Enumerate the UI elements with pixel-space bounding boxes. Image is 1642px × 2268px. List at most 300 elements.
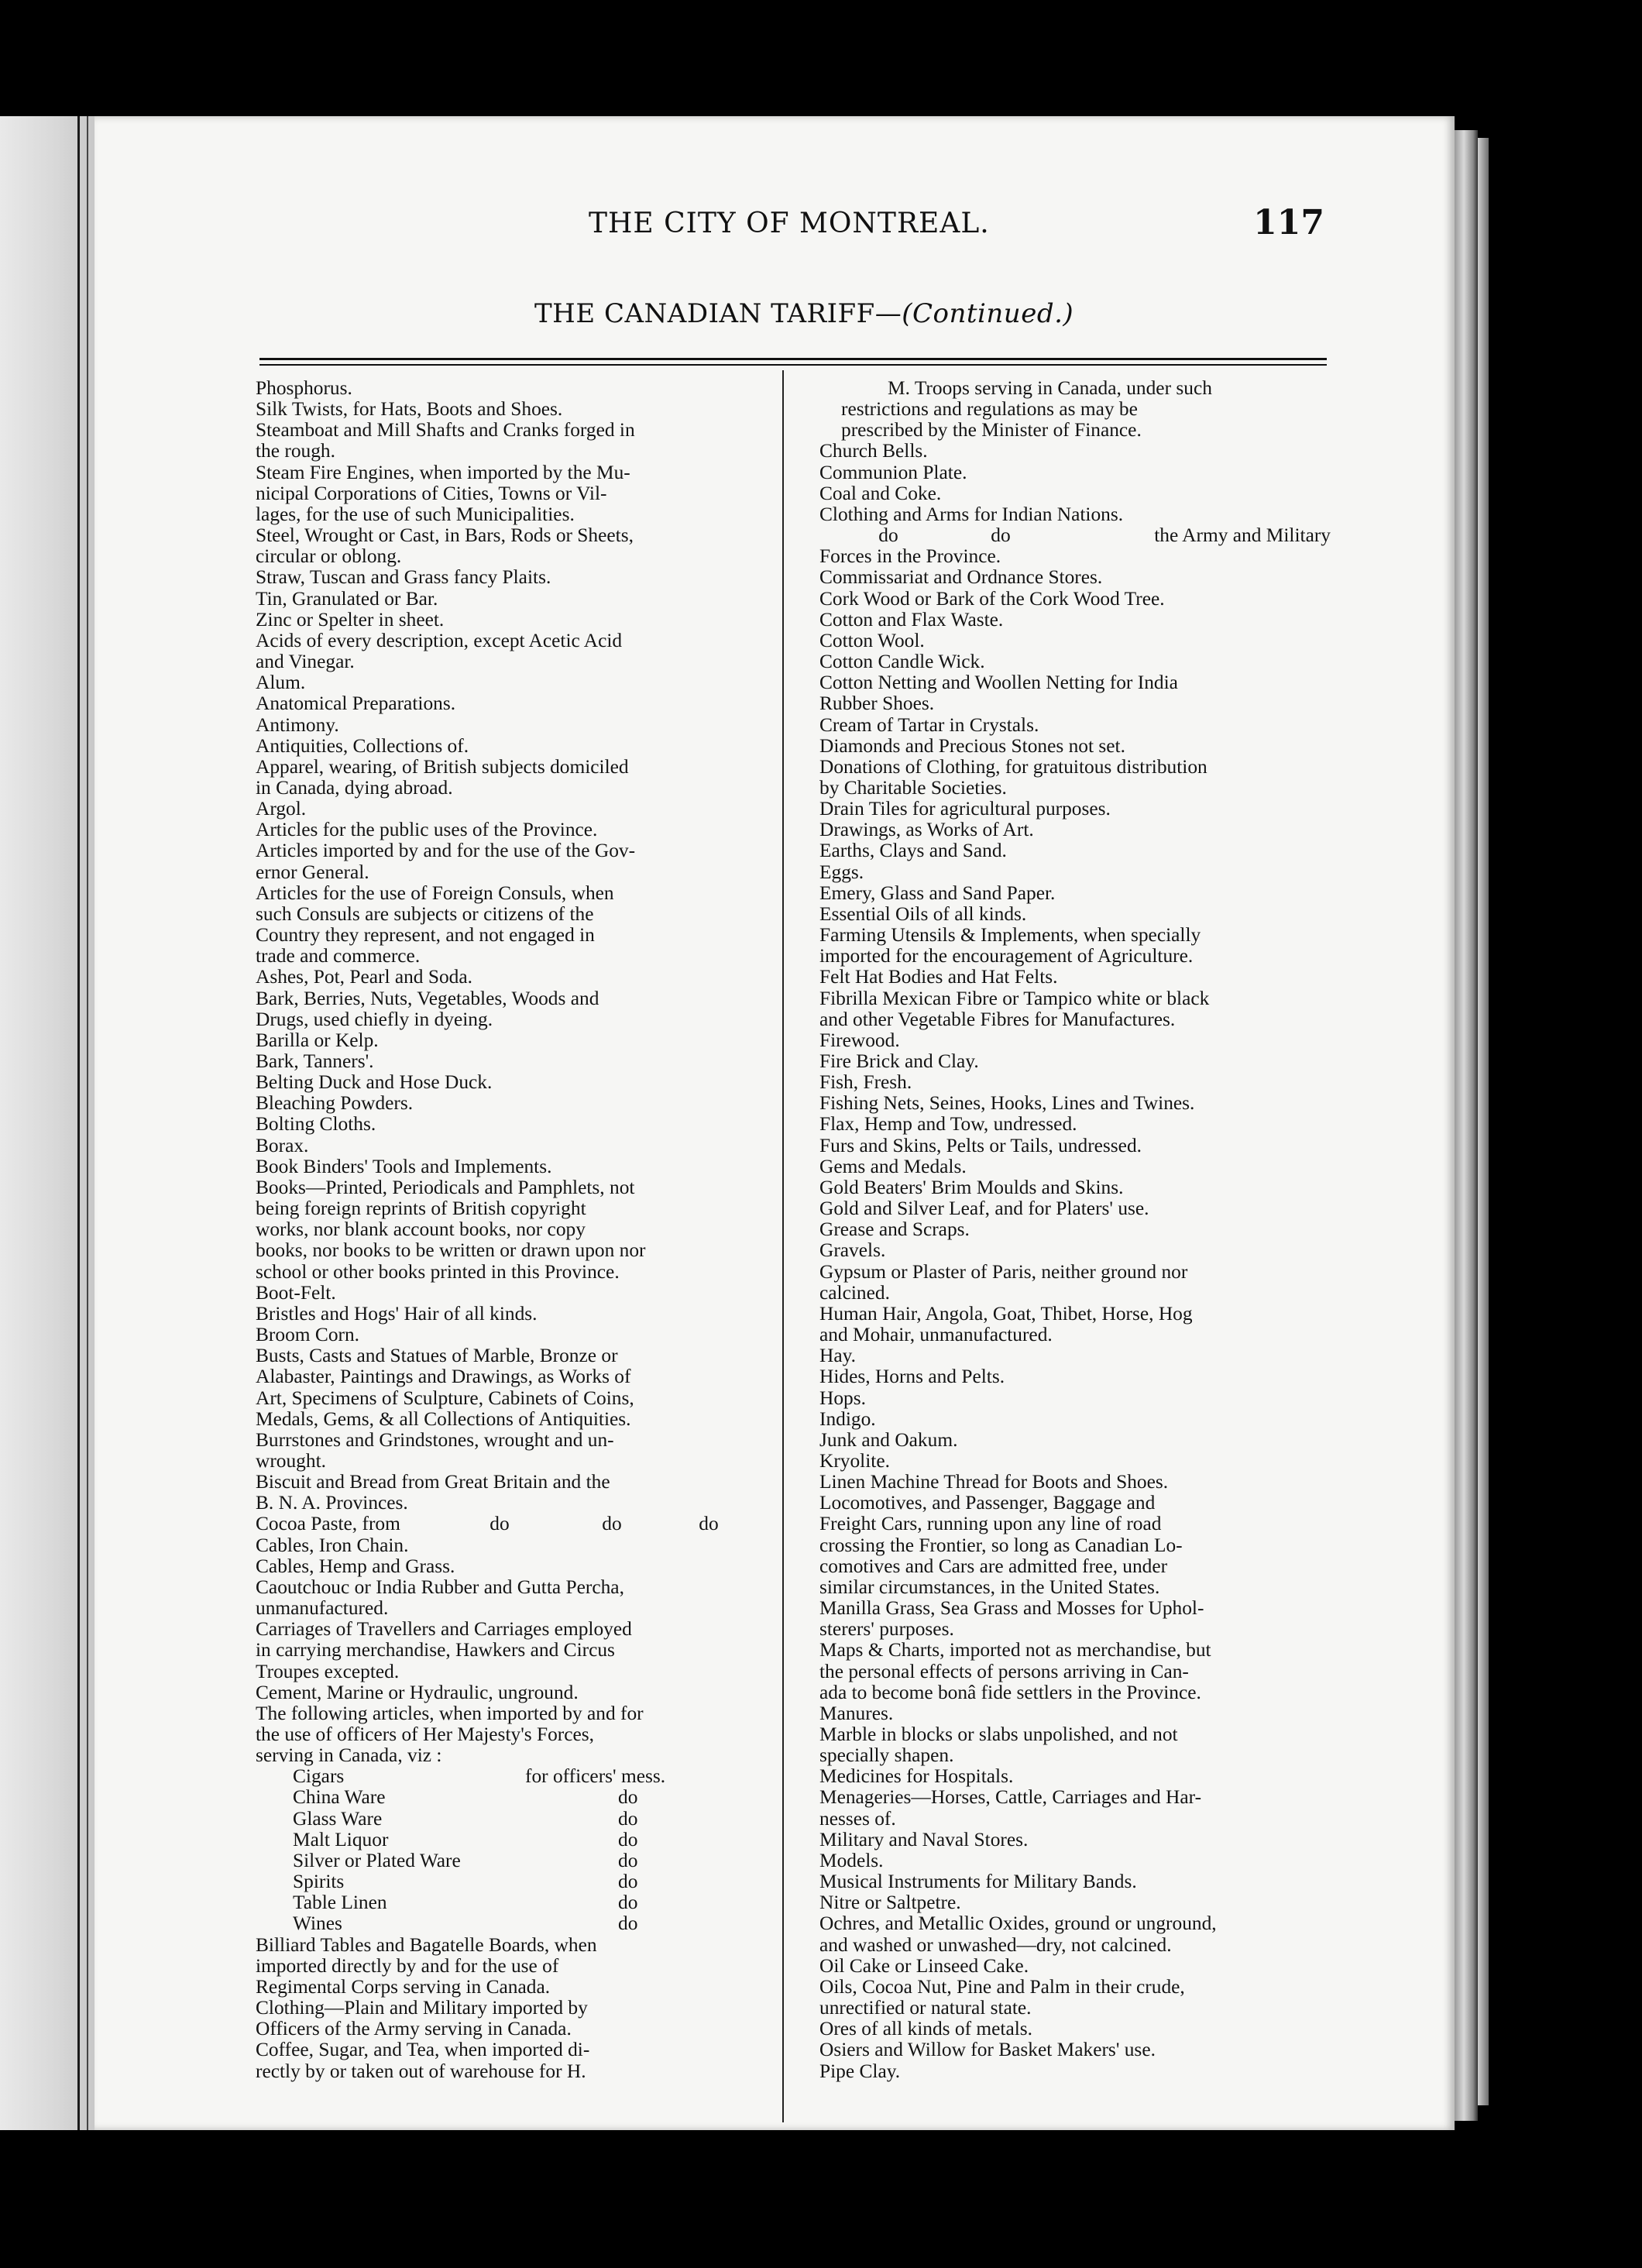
entry-line: Cotton Candle Wick. <box>819 651 985 673</box>
entry-continuation-line: Drugs, used chiefly in dyeing. <box>256 1008 493 1030</box>
entry-line: Busts, Casts and Statues of Marble, Bronze or <box>256 1345 618 1367</box>
army-do-1: do <box>878 524 898 547</box>
tariff-entry <box>256 1577 767 1619</box>
entry-line: Hops. <box>819 1387 866 1409</box>
tariff-entry <box>256 967 767 988</box>
tariff-entry <box>819 483 1331 504</box>
entry-continuation-line: trade and commerce. <box>256 945 421 967</box>
entry-line: Cream of Tartar in Crystals. <box>819 713 1039 736</box>
officers-qualifier: do <box>618 1828 638 1850</box>
entry-continuation-line: Regimental Corps serving in Canada. <box>256 1975 551 1998</box>
tariff-entry <box>819 1830 1331 1850</box>
tariff-entry <box>256 1535 767 1556</box>
entry-continuation-line: Troupes excepted. <box>256 1660 400 1682</box>
tariff-entry <box>819 820 1331 840</box>
tariff-entry <box>256 736 767 757</box>
entry-line: Kryolite. <box>819 1449 890 1472</box>
officers-list <box>256 1766 767 1934</box>
tariff-entry <box>256 1283 767 1304</box>
officers-qualifier: for officers' mess. <box>525 1765 666 1788</box>
entry-continuation-line: Art, Specimens of Sculpture, Cabinets of Coins, <box>256 1387 634 1409</box>
entry-continuation-line: nicipal Corporations of Cities, Towns or Vil- <box>256 482 607 504</box>
tariff-entry <box>256 2039 767 2081</box>
entry-line: Farming Utensils & Implements, when specially <box>819 924 1201 947</box>
tariff-entry <box>256 840 767 882</box>
entry-continuation-line: calcined. <box>819 1281 890 1304</box>
tariff-entry <box>819 840 1331 861</box>
entry-line: Earths, Clays and Sand. <box>819 840 1007 862</box>
tariff-entry <box>819 1304 1331 1345</box>
entry-continuation-line: school or other books printed in this Province. <box>256 1260 620 1283</box>
tariff-entry <box>819 1766 1331 1787</box>
tariff-entry <box>819 1703 1331 1724</box>
tariff-entry <box>819 1913 1331 1955</box>
entry-line: Commissariat and Ordnance Stores. <box>819 566 1103 589</box>
tariff-entry <box>256 883 767 967</box>
tariff-entry <box>256 672 767 693</box>
army-do-2: do <box>991 524 1011 547</box>
cocoa-paste-row <box>256 1514 767 1534</box>
tariff-entry <box>819 1366 1331 1387</box>
entry-continuation-line: and other Vegetable Fibres for Manufactures. <box>819 1008 1176 1030</box>
tariff-entry <box>819 567 1331 588</box>
tariff-entry <box>256 1325 767 1345</box>
right-entries-2 <box>819 567 1331 2081</box>
entry-line: Drain Tiles for agricultural purposes. <box>819 798 1111 820</box>
entry-line: Diamonds and Precious Stones not set. <box>819 734 1125 757</box>
continued-entry <box>819 378 1331 441</box>
tariff-entry <box>256 1114 767 1135</box>
tariff-entry <box>819 2061 1331 2082</box>
entry-continuation-line: books, nor books to be written or drawn upon nor <box>256 1239 646 1262</box>
entry-line: Locomotives, and Passenger, Baggage and <box>819 1492 1156 1514</box>
cocoa-do-1: do <box>490 1513 510 1535</box>
entry-line: Zinc or Spelter in sheet. <box>256 608 445 631</box>
entry-line: Alum. <box>256 672 306 694</box>
running-head <box>488 203 1324 246</box>
entry-continuation-line: crossing the Frontier, so long as Canadian Lo- <box>819 1534 1183 1556</box>
tariff-entry <box>256 1935 767 1998</box>
entry-continuation-line: works, nor blank account books, nor copy <box>256 1218 586 1241</box>
entry-line: Manures. <box>819 1702 894 1724</box>
entry-line: Antimony. <box>256 713 339 736</box>
gutter-rule <box>77 116 80 2130</box>
entry-line: Manilla Grass, Sea Grass and Mosses for Uphol- <box>819 1597 1204 1620</box>
entry-line: Tin, Granulated or Bar. <box>256 587 438 610</box>
entry-line: Belting Duck and Hose Duck. <box>256 1071 493 1094</box>
entry-continuation-line: in Canada, dying abroad. <box>256 776 453 799</box>
left-entries-1 <box>256 378 767 1514</box>
tariff-entry <box>819 799 1331 820</box>
entry-line: Hay. <box>819 1345 856 1367</box>
tariff-entry <box>819 1956 1331 1977</box>
entry-line: Argol. <box>256 798 307 820</box>
tariff-entry-continued <box>819 378 1331 441</box>
entry-line: Bark, Tanners'. <box>256 1050 374 1072</box>
officers-list-row <box>256 1766 767 1787</box>
officers-qualifier: do <box>618 1871 638 1893</box>
tariff-entry <box>819 1198 1331 1219</box>
entry-continuation-line: rectly by or taken out of warehouse for H. <box>256 2060 586 2082</box>
tariff-entry <box>819 631 1331 651</box>
right-entries-1 <box>819 441 1331 525</box>
entry-line: Ores of all kinds of metals. <box>819 2018 1033 2040</box>
tariff-entry <box>256 567 767 588</box>
rule-bottom <box>259 364 1327 366</box>
entry-continuation-line: Officers of the Army serving in Canada. <box>256 2018 572 2040</box>
tariff-entry <box>256 1345 767 1430</box>
entry-line: Felt Hat Bodies and Hat Felts. <box>819 966 1058 988</box>
entry-continuation-line: specially shapen. <box>819 1744 954 1767</box>
entry-line: Musical Instruments for Military Bands. <box>819 1871 1137 1893</box>
entry-continuation-line: M. Troops serving in Canada, under such <box>888 377 1212 399</box>
entry-line: Cement, Marine or Hydraulic, unground. <box>256 1681 579 1703</box>
entry-line: Essential Oils of all kinds. <box>819 902 1027 925</box>
tariff-entry <box>256 757 767 799</box>
officers-qualifier: do <box>618 1849 638 1871</box>
entry-line: Cotton Netting and Woollen Netting for India <box>819 672 1178 694</box>
entry-line: Burrstones and Grindstones, wrought and un- <box>256 1428 614 1451</box>
entry-line: Communion Plate. <box>819 461 967 483</box>
entry-line: Cork Wood or Bark of the Cork Wood Tree. <box>819 587 1165 610</box>
entry-line: Flax, Hemp and Tow, undressed. <box>819 1113 1077 1136</box>
entry-continuation-line: restrictions and regulations as may be <box>841 398 1138 421</box>
entry-continuation-line: unrectified or natural state. <box>819 1997 1032 2019</box>
cocoa-do-3: do <box>699 1513 719 1535</box>
tariff-entry <box>256 589 767 610</box>
officers-item: Wines <box>293 1912 342 1935</box>
entry-continuation-line: the use of officers of Her Majesty's Forces, <box>256 1723 595 1745</box>
tariff-entry <box>819 967 1331 988</box>
tariff-entry <box>819 610 1331 631</box>
entry-line: Oils, Cocoa Nut, Pine and Palm in their crude, <box>819 1975 1185 1998</box>
tariff-entry <box>819 1892 1331 1913</box>
officers-list-row <box>256 1787 767 1808</box>
tariff-entry <box>819 462 1331 483</box>
tariff-entry <box>256 1304 767 1325</box>
tariff-entry <box>819 1030 1331 1051</box>
entry-line: Steam Fire Engines, when imported by the Mu- <box>256 461 630 483</box>
entry-line: Bark, Berries, Nuts, Vegetables, Woods and <box>256 987 599 1009</box>
tariff-entry <box>819 1724 1331 1766</box>
section-title-text: THE CANADIAN TARIFF— <box>534 298 902 329</box>
entry-line: Acids of every description, except Acetic Acid <box>256 629 623 651</box>
cocoa-item: Cocoa Paste, from <box>256 1513 400 1535</box>
entry-line: Pipe Clay. <box>819 2060 901 2082</box>
tariff-entry <box>819 1430 1331 1451</box>
entry-continuation-line: serving in Canada, viz : <box>256 1744 442 1767</box>
entry-continuation-line: such Consuls are subjects or citizens of the <box>256 902 594 925</box>
entry-continuation-line: Medals, Gems, & all Collections of Antiquities. <box>256 1407 631 1430</box>
officers-list-row <box>256 1850 767 1871</box>
officers-item: Glass Ware <box>293 1807 383 1830</box>
tariff-entry <box>819 1409 1331 1430</box>
entry-continuation-line: sterers' purposes. <box>819 1618 954 1641</box>
entry-line: Straw, Tuscan and Grass fancy Plaits. <box>256 566 551 589</box>
tariff-entry <box>819 1640 1331 1703</box>
tariff-entry <box>256 1430 767 1472</box>
entry-line: Models. <box>819 1849 884 1871</box>
entry-continuation-line: ada to become bonâ fide settlers in the Province. <box>819 1681 1201 1703</box>
officers-list-row <box>256 1809 767 1830</box>
officers-list-row <box>256 1830 767 1850</box>
officers-qualifier: do <box>618 1892 638 1914</box>
tariff-entry <box>819 736 1331 757</box>
entry-continuation-line: B. N. A. Provinces. <box>256 1492 408 1514</box>
entry-continuation-line: the rough. <box>256 440 335 462</box>
tariff-entry <box>819 883 1331 904</box>
entry-continuation-line: prescribed by the Minister of Finance. <box>841 419 1142 442</box>
entry-continuation-line: Freight Cars, running upon any line of road <box>819 1513 1162 1535</box>
entry-line: Furs and Skins, Pelts or Tails, undressed. <box>819 1134 1142 1156</box>
entry-line: Steamboat and Mill Shafts and Cranks forged in <box>256 419 635 442</box>
tariff-entry <box>819 1240 1331 1261</box>
page-number: 117 <box>1253 203 1324 242</box>
entry-continuation-line: nesses of. <box>819 1807 896 1830</box>
entry-line: Articles for the public uses of the Province. <box>256 819 598 841</box>
entry-line: Cables, Iron Chain. <box>256 1534 409 1556</box>
tariff-entry <box>819 1787 1331 1829</box>
tariff-entry <box>819 672 1331 714</box>
entry-line: Carriages of Travellers and Carriages employed <box>256 1618 632 1641</box>
officers-item: Cigars <box>293 1765 345 1788</box>
entry-continuation-line: by Charitable Societies. <box>819 776 1007 799</box>
entry-continuation-line: the personal effects of persons arriving in Can- <box>819 1660 1189 1682</box>
entry-line: Book Binders' Tools and Implements. <box>256 1155 552 1177</box>
tariff-entry <box>819 862 1331 883</box>
entry-line: Billiard Tables and Bagatelle Boards, when <box>256 1933 597 1956</box>
entry-line: Church Bells. <box>819 440 928 462</box>
tariff-entry <box>819 1388 1331 1409</box>
entry-line: Fish, Fresh. <box>819 1071 912 1094</box>
entry-line: Eggs. <box>819 861 864 883</box>
tariff-entry <box>819 2019 1331 2039</box>
entry-continuation-line: wrought. <box>256 1449 326 1472</box>
entry-continuation-line: comotives and Cars are admitted free, under <box>819 1555 1168 1577</box>
officers-item: Spirits <box>293 1871 345 1893</box>
tariff-entry <box>256 1998 767 2039</box>
tariff-entry <box>256 525 767 567</box>
entry-continuation-line: circular or oblong. <box>256 545 402 568</box>
entry-continuation-line: Rubber Shoes. <box>819 692 935 715</box>
entry-line: Anatomical Preparations. <box>256 692 456 715</box>
tariff-entry <box>819 1093 1331 1114</box>
tariff-entry <box>819 1977 1331 2019</box>
tariff-entry <box>256 1093 767 1114</box>
officers-item: China Ware <box>293 1786 386 1809</box>
section-title <box>534 298 1073 329</box>
entry-line: Apparel, wearing, of British subjects domiciled <box>256 755 629 778</box>
entry-continuation-line: ernor General. <box>256 861 369 883</box>
entry-line: Firewood. <box>819 1029 900 1051</box>
tariff-entry <box>819 1262 1331 1304</box>
right-column <box>819 378 1331 2082</box>
tariff-entry <box>256 799 767 820</box>
tariff-entry <box>819 1345 1331 1366</box>
column-divider <box>782 370 784 2122</box>
entry-line: Gems and Medals. <box>819 1155 967 1177</box>
rule-top <box>259 358 1327 360</box>
tariff-entry <box>819 1156 1331 1177</box>
tariff-entry <box>256 1177 767 1283</box>
entry-line: Menageries—Horses, Cattle, Carriages and Har- <box>819 1786 1202 1809</box>
tariff-entry <box>819 988 1331 1030</box>
entry-line: Gypsum or Plaster of Paris, neither ground nor <box>819 1260 1188 1283</box>
tariff-entry <box>256 1051 767 1072</box>
entry-line: Gravels. <box>819 1239 886 1262</box>
tariff-entry <box>819 925 1331 967</box>
entry-continuation-line: and Mohair, unmanufactured. <box>819 1324 1053 1346</box>
tariff-entry <box>256 1072 767 1093</box>
tariff-entry <box>256 820 767 840</box>
entry-line: Donations of Clothing, for gratuitous distribution <box>819 755 1207 778</box>
entry-line: Bleaching Powders. <box>256 1092 414 1115</box>
officers-item: Table Linen <box>293 1892 387 1914</box>
entry-continuation-line: similar circumstances, in the United States. <box>819 1576 1160 1598</box>
entry-line: Phosphorus. <box>256 377 352 399</box>
entry-line: Hides, Horns and Pelts. <box>819 1366 1005 1388</box>
entry-continuation-line: imported directly by and for the use of <box>256 1954 559 1977</box>
entry-continuation-line: lages, for the use of such Municipalities. <box>256 503 575 525</box>
entry-line: Borax. <box>256 1134 309 1156</box>
left-column <box>256 378 767 2082</box>
officers-qualifier: do <box>618 1807 638 1830</box>
left-entries-2 <box>256 1535 767 1767</box>
tariff-entry <box>256 420 767 462</box>
entry-line: Cotton and Flax Waste. <box>819 608 1004 631</box>
gutter-rule-secondary <box>87 116 88 2130</box>
officers-qualifier: do <box>618 1912 638 1935</box>
entry-continuation-line: and Vinegar. <box>256 651 355 673</box>
entry-continuation-line: unmanufactured. <box>256 1597 389 1620</box>
tariff-entry <box>819 525 1331 567</box>
tariff-entry <box>256 693 767 714</box>
entry-continuation-line: Country they represent, and not engaged in <box>256 924 595 947</box>
entry-line: Grease and Scraps. <box>819 1218 970 1241</box>
entry-line: Military and Naval Stores. <box>819 1828 1029 1850</box>
entry-line: Antiquities, Collections of. <box>256 734 469 757</box>
left-entries-3 <box>256 1935 767 2082</box>
tariff-entry <box>819 1051 1331 1072</box>
entry-line: Clothing and Arms for Indian Nations. <box>819 503 1124 525</box>
entry-continuation-line: imported for the encouragement of Agriculture. <box>819 945 1194 967</box>
tariff-entry <box>256 1156 767 1177</box>
entry-line: Maps & Charts, imported not as merchandise, but <box>819 1639 1211 1661</box>
tariff-entry <box>819 441 1331 462</box>
entry-line: Indigo. <box>819 1407 876 1430</box>
entry-line: Steel, Wrought or Cast, in Bars, Rods or Sheets, <box>256 524 634 547</box>
entry-continuation-line: and washed or unwashed—dry, not calcined. <box>819 1933 1172 1956</box>
tariff-entry <box>256 610 767 631</box>
tariff-entry <box>819 757 1331 799</box>
tariff-entry <box>256 1619 767 1682</box>
entry-line: Broom Corn. <box>256 1324 360 1346</box>
entry-line: Fire Brick and Clay. <box>819 1050 979 1072</box>
entry-line: Cables, Hemp and Grass. <box>256 1555 455 1577</box>
entry-line: Gold Beaters' Brim Moulds and Skins. <box>819 1176 1124 1198</box>
entry-line: Caoutchouc or India Rubber and Gutta Percha, <box>256 1576 624 1598</box>
tariff-entry <box>819 1177 1331 1198</box>
tariff-entry <box>256 462 767 525</box>
army-text: the Army and Military <box>1154 524 1331 547</box>
entry-line: Books—Printed, Periodicals and Pamphlets, not <box>256 1176 635 1198</box>
entry-line: Nitre or Saltpetre. <box>819 1892 961 1914</box>
tariff-entry <box>256 631 767 672</box>
entry-line: Barilla or Kelp. <box>256 1029 379 1051</box>
tariff-entry <box>819 904 1331 925</box>
entry-line: Cotton Wool. <box>819 629 925 651</box>
tariff-entry <box>819 1072 1331 1093</box>
tariff-entry <box>819 1114 1331 1135</box>
officers-list-row <box>256 1913 767 1934</box>
page-edge <box>1455 130 1478 2121</box>
entry-line: Bristles and Hogs' Hair of all kinds. <box>256 1302 538 1325</box>
entry-line: Oil Cake or Linseed Cake. <box>819 1954 1029 1977</box>
tariff-entry <box>819 1850 1331 1871</box>
entry-line: Articles for the use of Foreign Consuls, when <box>256 881 614 904</box>
entry-line: Drawings, as Works of Art. <box>819 819 1034 841</box>
running-title: THE CITY OF MONTREAL. <box>589 208 990 239</box>
entry-line: Human Hair, Angola, Goat, Thibet, Horse, Hog <box>819 1302 1193 1325</box>
tariff-entry <box>819 1871 1331 1892</box>
entry-continuation-line: Alabaster, Paintings and Drawings, as Works of <box>256 1366 631 1388</box>
officers-list-row <box>256 1871 767 1892</box>
tariff-entry <box>256 1030 767 1051</box>
entry-line: Ashes, Pot, Pearl and Soda. <box>256 966 472 988</box>
section-continued: (Continued.) <box>902 298 1074 329</box>
entry-continuation-line: in carrying merchandise, Hawkers and Circus <box>256 1639 615 1661</box>
entry-line: Fishing Nets, Seines, Hooks, Lines and Twines. <box>819 1092 1195 1115</box>
entry-line: Gold and Silver Leaf, and for Platers' use. <box>819 1198 1149 1220</box>
entry-line: Junk and Oakum. <box>819 1428 958 1451</box>
entry-line: Linen Machine Thread for Boots and Shoes. <box>819 1471 1169 1493</box>
entry-line: Coffee, Sugar, and Tea, when imported di- <box>256 2039 590 2061</box>
entry-line: Ochres, and Metallic Oxides, ground or unground, <box>819 1912 1217 1935</box>
entry-line: Medicines for Hospitals. <box>819 1765 1014 1788</box>
entry-line: Fibrilla Mexican Fibre or Tampico white or black <box>819 987 1210 1009</box>
tariff-entry <box>819 1598 1331 1640</box>
tariff-entry <box>256 378 767 399</box>
entry-line: Emery, Glass and Sand Paper. <box>819 881 1056 904</box>
tariff-entry <box>256 399 767 420</box>
officers-item: Silver or Plated Ware <box>293 1849 461 1871</box>
tariff-entry <box>819 1136 1331 1156</box>
tariff-entry <box>819 1219 1331 1240</box>
entry-line: Articles imported by and for the use of the Gov- <box>256 840 636 862</box>
entry-line: Coal and Coke. <box>819 482 942 504</box>
tariff-entry <box>256 988 767 1030</box>
army-line-2: Forces in the Province. <box>819 545 1001 568</box>
tariff-entry <box>256 1136 767 1156</box>
entry-line: Clothing—Plain and Military imported by <box>256 1997 588 2019</box>
tariff-entry <box>819 651 1331 672</box>
double-rule <box>259 358 1327 366</box>
tariff-entry <box>256 1556 767 1577</box>
officers-list-row <box>256 1892 767 1913</box>
entry-line: Biscuit and Bread from Great Britain and the <box>256 1471 610 1493</box>
tariff-entry <box>256 1472 767 1514</box>
entry-line: Silk Twists, for Hats, Boots and Shoes. <box>256 398 563 421</box>
entry-line: Bolting Cloths. <box>256 1113 376 1136</box>
entry-line: The following articles, when imported by and for <box>256 1702 644 1724</box>
tariff-entry <box>819 1493 1331 1598</box>
officers-qualifier: do <box>618 1786 638 1809</box>
tariff-entry <box>819 589 1331 610</box>
tariff-entry <box>819 1451 1331 1472</box>
tariff-entry <box>819 504 1331 525</box>
page-edge-shadow <box>1478 138 1489 2105</box>
book-gutter <box>0 116 94 2130</box>
